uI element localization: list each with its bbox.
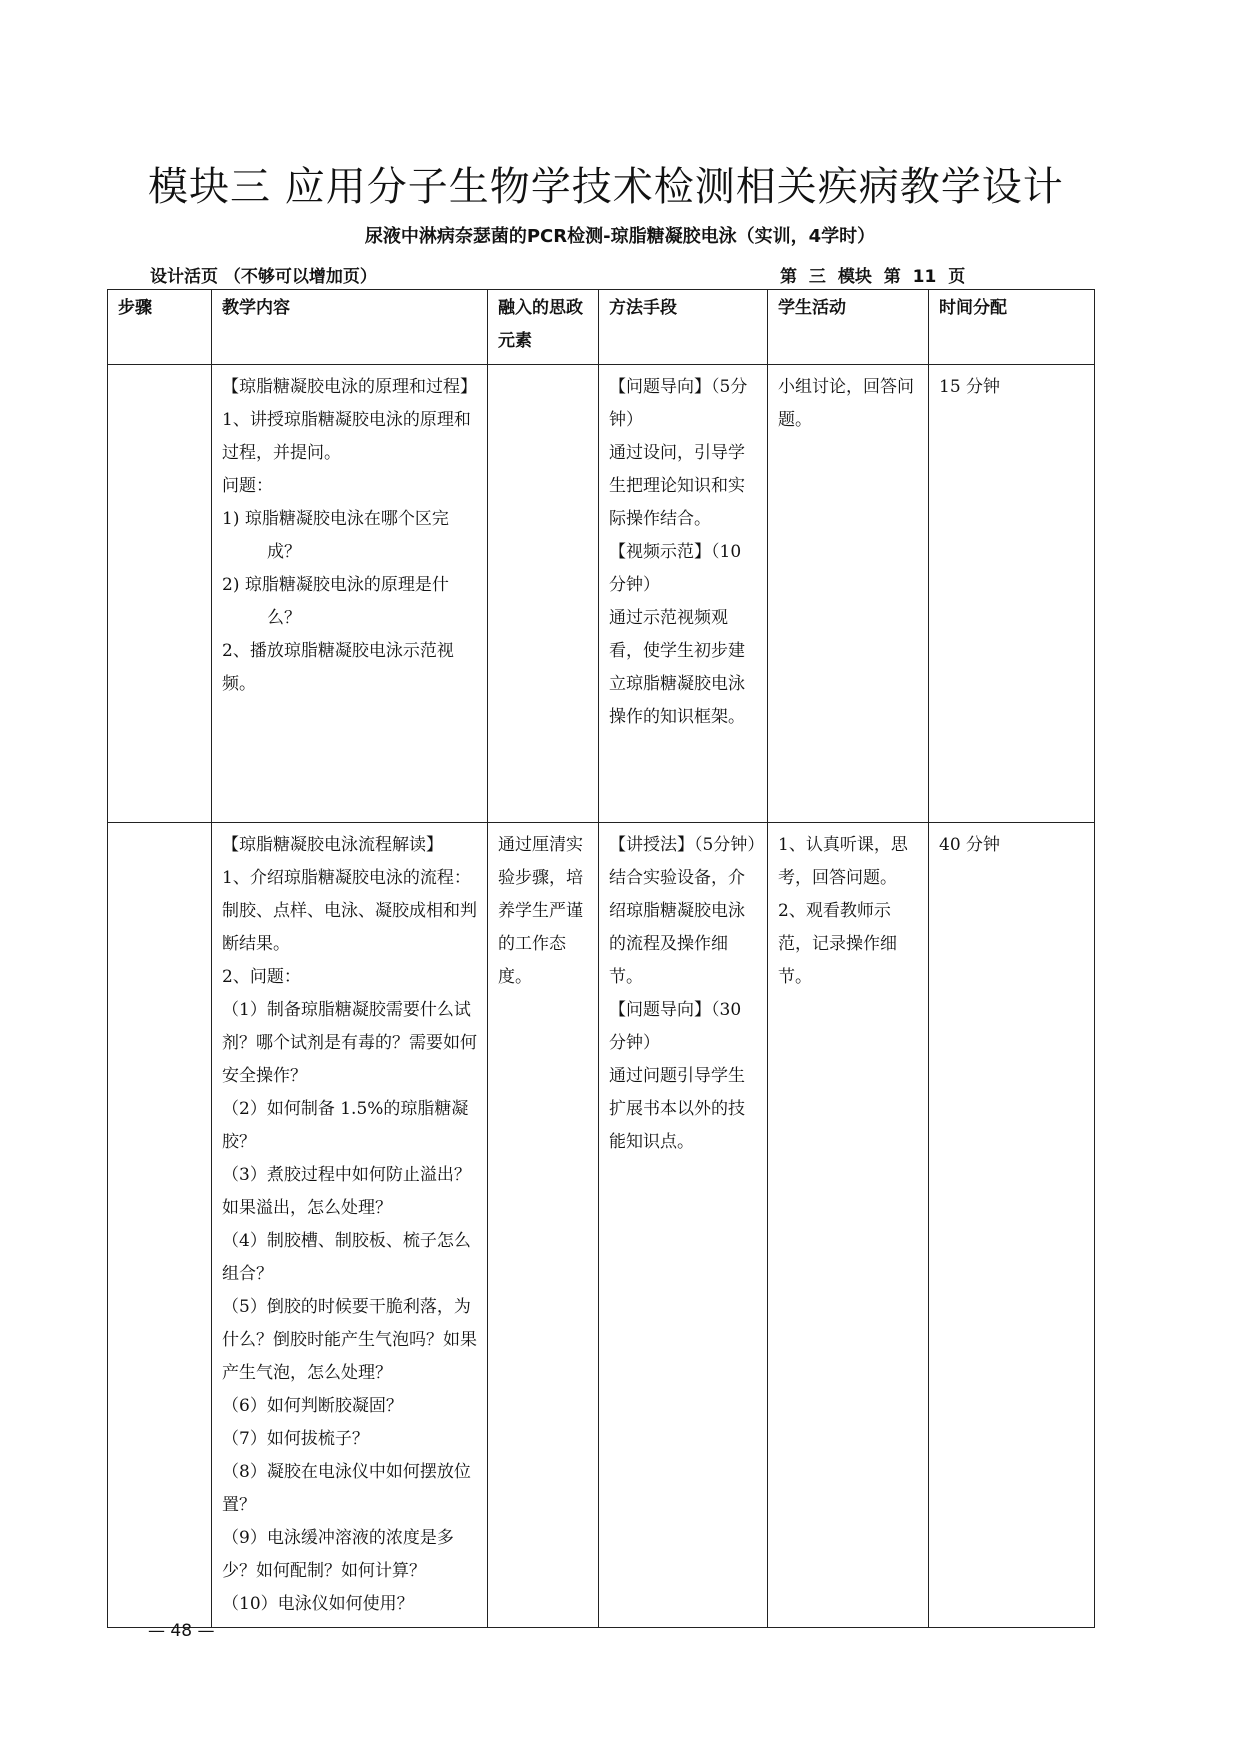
- cell-method: [599, 823, 768, 1628]
- cell-step: [108, 365, 212, 823]
- cell-content: [212, 365, 488, 823]
- header-time: 时间分配: [929, 290, 1095, 365]
- page-number: — 48 —: [148, 1621, 215, 1641]
- content-line: 2) 琼脂糖凝胶电泳的原理是什么？: [222, 575, 449, 628]
- cell-content: [212, 823, 488, 1628]
- content-line: （8）凝胶在电泳仪中如何摆放位置？: [222, 1462, 471, 1515]
- method-line: 【视频示范】（10分钟）: [609, 542, 742, 595]
- header-method: 方法手段: [599, 290, 768, 365]
- header-content: 教学内容: [212, 290, 488, 365]
- table-row: [108, 365, 1095, 823]
- content-line: （10）电泳仪如何使用？: [222, 1594, 414, 1614]
- cell-ideology: [488, 365, 599, 823]
- content-line: （6）如何判断胶凝固？: [222, 1396, 403, 1416]
- cell-time: 40 分钟: [929, 823, 1095, 1628]
- method-line: 通过示范视频观看，使学生初步建立琼脂糖凝胶电泳操作的知识框架。: [609, 608, 745, 727]
- content-line: （4）制胶槽、制胶板、梳子怎么组合？: [222, 1231, 471, 1284]
- header-activity: 学生活动: [768, 290, 929, 365]
- table-header-row: [108, 290, 1095, 365]
- content-line: （3）煮胶过程中如何防止溢出？如果溢出，怎么处理？: [222, 1165, 471, 1218]
- method-line: 通过问题引导学生扩展书本以外的技能知识点。: [609, 1066, 745, 1152]
- cell-ideology: 通过厘清实验步骤，培养学生严谨的工作态度。: [488, 823, 599, 1628]
- design-sheet-label: 设计活页 （不够可以增加页）: [150, 267, 377, 287]
- cell-step: [108, 823, 212, 1628]
- content-line: 2、问题：: [222, 967, 301, 987]
- method-line: 【问题导向】（30分钟）: [609, 1000, 742, 1053]
- header-ideology: 融入的思政元素: [488, 290, 599, 365]
- table-row: [108, 823, 1095, 1628]
- cell-activity: [768, 365, 929, 823]
- content-line: 1) 琼脂糖凝胶电泳在哪个区完成？: [222, 509, 449, 562]
- cell-method: [599, 365, 768, 823]
- cell-time: 15 分钟: [929, 365, 1095, 823]
- module-page-label: 第 三 模块 第 11 页: [780, 267, 966, 287]
- method-line: 通过设问，引导学生把理论知识和实际操作结合。: [609, 443, 745, 529]
- page-subtitle: 尿液中淋病奈瑟菌的PCR检测-琼脂糖凝胶电泳（实训，4学时）: [364, 226, 876, 247]
- content-line: 问题：: [222, 476, 273, 496]
- method-line: 【讲授法】（5分钟）: [609, 835, 765, 855]
- activity-line: 2、观看教师示范，记录操作细节。: [778, 901, 897, 987]
- content-line: （1）制备琼脂糖凝胶需要什么试剂？哪个试剂是有毒的？需要如何安全操作？: [222, 1000, 477, 1086]
- content-line: 【琼脂糖凝胶电泳的原理和过程】: [222, 377, 477, 397]
- content-line: （5）倒胶的时候要干脆利落，为什么？倒胶时能产生气泡吗？如果产生气泡，怎么处理？: [222, 1297, 477, 1383]
- method-line: 结合实验设备，介绍琼脂糖凝胶电泳的流程及操作细节。: [609, 868, 745, 987]
- lesson-plan-table: [107, 289, 1095, 1628]
- content-line: （2）如何制备 1.5%的琼脂糖凝胶？: [222, 1099, 469, 1152]
- content-line: 2、播放琼脂糖凝胶电泳示范视频。: [222, 641, 454, 694]
- content-line: （9）电泳缓冲溶液的浓度是多少？如何配制？如何计算？: [222, 1528, 454, 1581]
- header-step: 步骤: [108, 290, 212, 365]
- cell-activity: [768, 823, 929, 1628]
- content-line: 1、讲授琼脂糖凝胶电泳的原理和过程，并提问。: [222, 410, 471, 463]
- content-line: 1、介绍琼脂糖凝胶电泳的流程：制胶、点样、电泳、凝胶成相和判断结果。: [222, 868, 477, 954]
- activity-line: 小组讨论，回答问题。: [778, 377, 914, 430]
- activity-line: 1、认真听课，思考，回答问题。: [778, 835, 908, 888]
- content-line: （7）如何拔梳子？: [222, 1429, 369, 1449]
- page-title: 模块三 应用分子生物学技术检测相关疾病教学设计: [148, 164, 1064, 210]
- method-line: 【问题导向】（5分钟）: [609, 377, 748, 430]
- content-line: 【琼脂糖凝胶电泳流程解读】: [222, 835, 443, 855]
